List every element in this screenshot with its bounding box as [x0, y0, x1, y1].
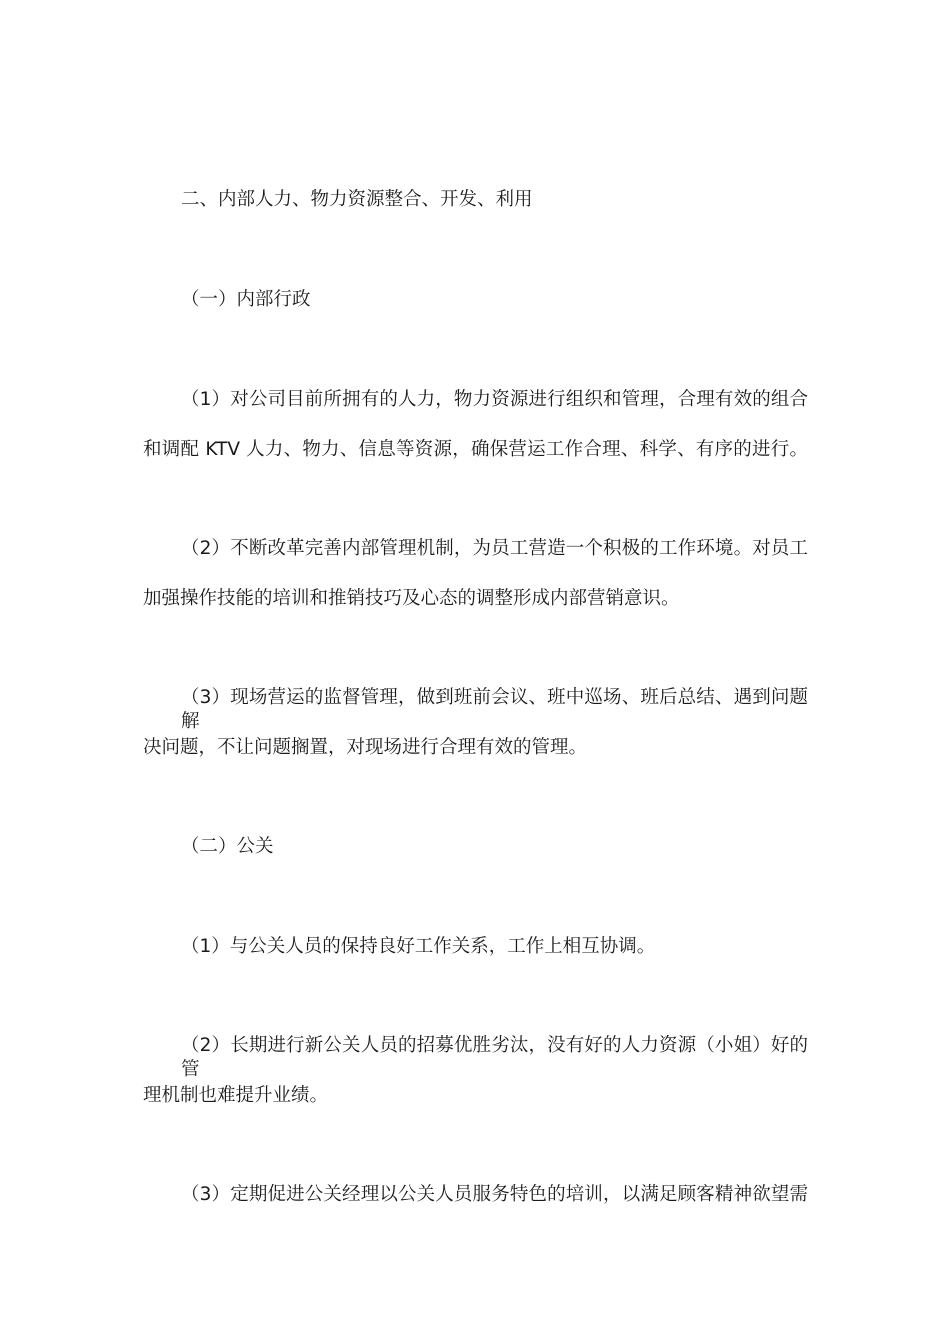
paragraph-line: 决问题，不让问题搁置，对现场进行合理有效的管理。 [143, 737, 588, 758]
paragraph-line: （3）定期促进公关经理以公关人员服务特色的培训，以满足顾客精神欲望需 [181, 1184, 808, 1205]
paragraph-line: （2）不断改革完善内部管理机制，为员工营造一个积极的工作环境。对员工 [181, 538, 808, 559]
paragraph-line: （1）与公关人员的保持良好工作关系，工作上相互协调。 [181, 936, 656, 957]
subsection-heading-internal-admin: （一）内部行政 [181, 289, 311, 310]
paragraph-line: 理机制也难提升业绩。 [143, 1085, 329, 1106]
paragraph-line: （1）对公司目前所拥有的人力，物力资源进行组织和管理，合理有效的组合 [181, 389, 808, 410]
paragraph-line: （3）现场营运的监督管理，做到班前会议、班中巡场、班后总结、遇到问题解 [181, 687, 808, 732]
paragraph-line: 和调配 KTV 人力、物力、信息等资源，确保营运工作合理、科学、有序的进行。 [143, 439, 808, 460]
section-heading: 二、内部人力、物力资源整合、开发、利用 [181, 189, 533, 210]
paragraph-line: （2）长期进行新公关人员的招募优胜劣汰，没有好的人力资源（小姐）好的管 [181, 1035, 808, 1080]
paragraph-line: 加强操作技能的培训和推销技巧及心态的调整形成内部营销意识。 [143, 588, 680, 609]
subsection-heading-pr: （二）公关 [181, 836, 274, 857]
